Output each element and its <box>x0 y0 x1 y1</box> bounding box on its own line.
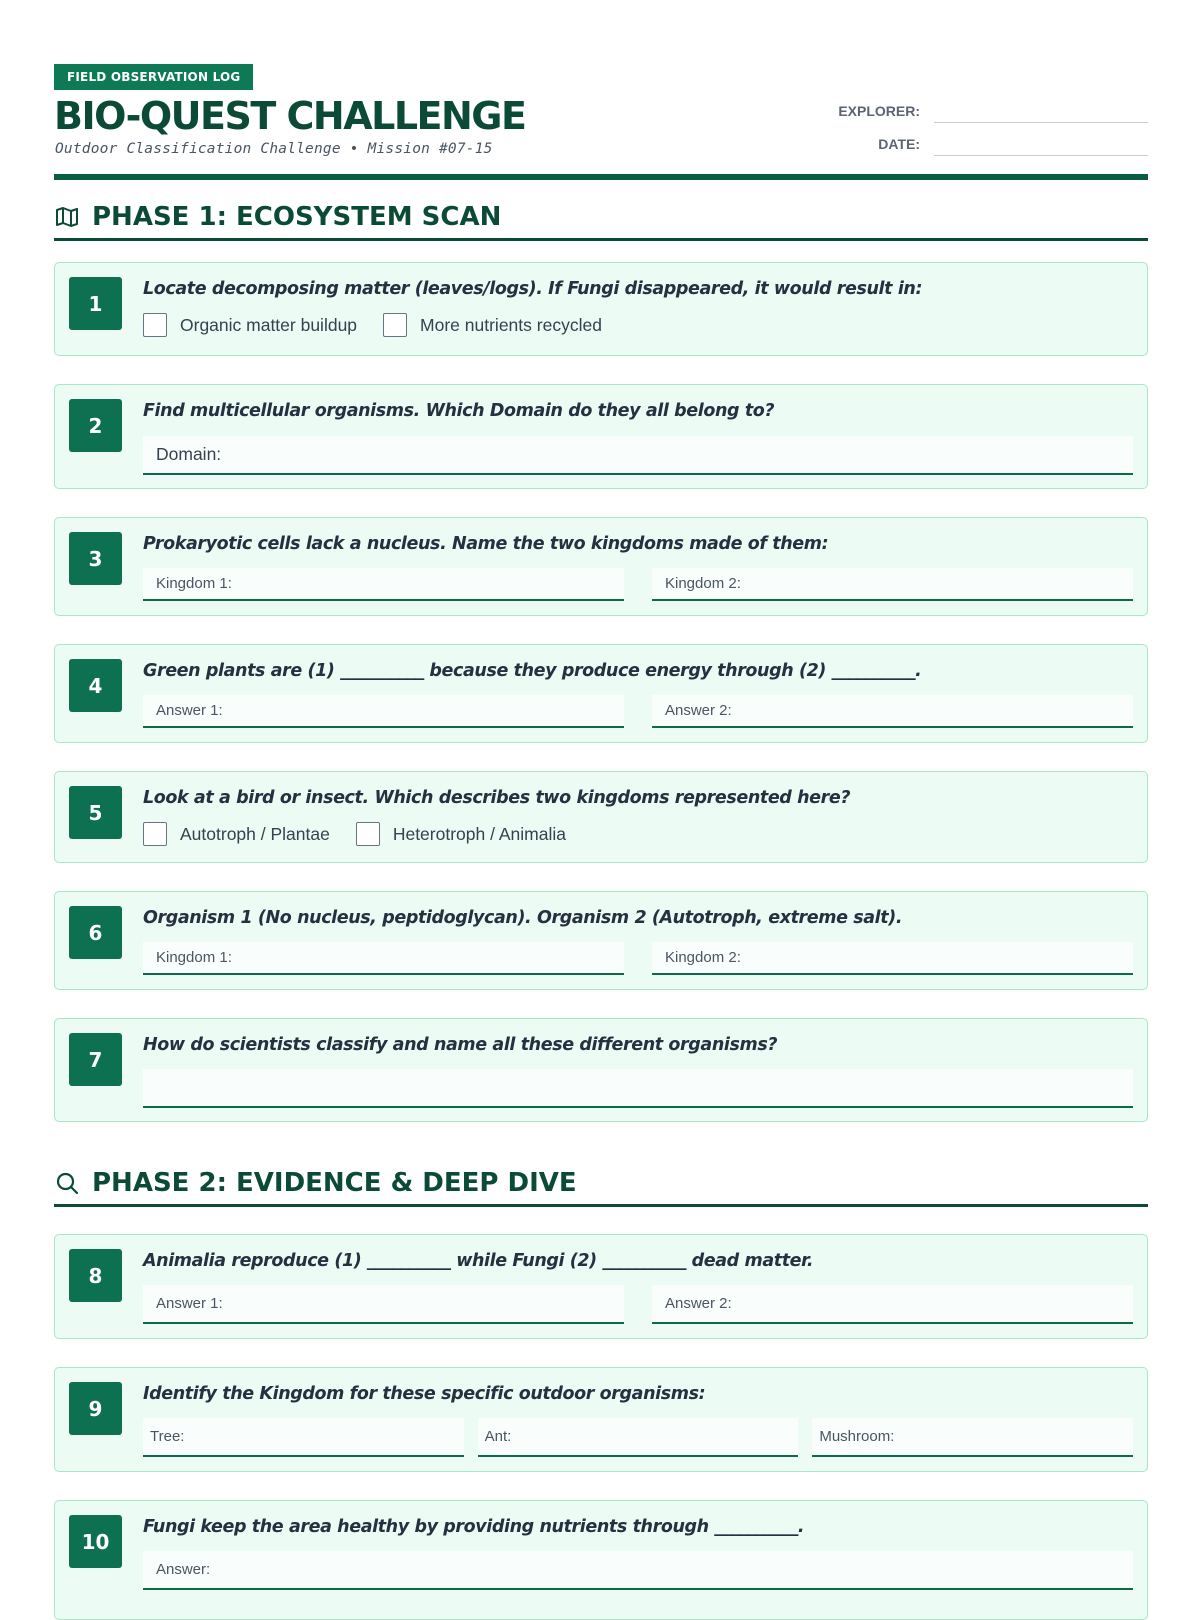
question-number: 2 <box>69 399 122 452</box>
nutrients-answer-input[interactable]: Answer: <box>143 1551 1133 1590</box>
page-subtitle: Outdoor Classification Challenge • Mission #07-15 <box>55 141 493 157</box>
answer-2-input[interactable]: Answer 2: <box>652 1285 1133 1324</box>
tree-kingdom-input[interactable]: Tree: <box>143 1418 464 1457</box>
phase-2-header <box>54 1168 1148 1207</box>
question-number: 1 <box>69 277 122 330</box>
question-text: Look at a bird or insect. Which describes two kingdoms represented here? <box>143 788 851 808</box>
question-number: 10 <box>69 1515 122 1568</box>
question-card-10 <box>54 1500 1148 1620</box>
date-input-line[interactable] <box>934 155 1148 156</box>
question-card-6 <box>54 891 1148 990</box>
question-number: 6 <box>69 906 122 959</box>
answer-options <box>143 313 602 337</box>
kingdom-2-input[interactable]: Kingdom 2: <box>652 568 1133 601</box>
question-text: Identify the Kingdom for these specific outdoor organisms: <box>143 1384 706 1404</box>
date-row <box>828 136 1148 156</box>
question-number: 7 <box>69 1033 122 1086</box>
option-label: Autotroph / Plantae <box>180 823 330 844</box>
classification-answer-input[interactable] <box>143 1069 1133 1108</box>
question-number: 3 <box>69 532 122 585</box>
page-title: BIO-QUEST CHALLENGE <box>54 94 526 138</box>
answer-1-input[interactable]: Answer 1: <box>143 1285 624 1324</box>
question-card-3 <box>54 517 1148 616</box>
question-text: Fungi keep the area healthy by providing nutrients through __________. <box>143 1517 805 1537</box>
kingdom-1-input[interactable]: Kingdom 1: <box>143 568 624 601</box>
question-card-2 <box>54 384 1148 489</box>
field-log-tag: FIELD OBSERVATION LOG <box>54 64 253 90</box>
question-text: Green plants are (1) __________ because they produce energy through (2) __________. <box>143 661 922 681</box>
answer-fields <box>143 695 1133 728</box>
answer-2-input[interactable]: Answer 2: <box>652 695 1133 728</box>
checkbox[interactable] <box>356 822 380 846</box>
answer-fields <box>143 1069 1133 1108</box>
question-text: Animalia reproduce (1) __________ while Fungi (2) __________ dead matter. <box>143 1251 814 1271</box>
question-card-4 <box>54 644 1148 743</box>
answer-fields <box>143 568 1133 601</box>
question-number: 4 <box>69 659 122 712</box>
question-number: 5 <box>69 786 122 839</box>
checkbox[interactable] <box>143 313 167 337</box>
ant-kingdom-input[interactable]: Ant: <box>478 1418 799 1457</box>
phase-1-header <box>54 202 1148 241</box>
question-number: 8 <box>69 1249 122 1302</box>
option-label: Heterotroph / Animalia <box>392 823 566 844</box>
answer-fields <box>143 1551 1133 1590</box>
explorer-row <box>828 103 1148 123</box>
answer-fields <box>143 436 1133 475</box>
answer-1-input[interactable]: Answer 1: <box>143 695 624 728</box>
option-heterotroph-animalia[interactable] <box>356 822 566 846</box>
checkbox[interactable] <box>143 822 167 846</box>
kingdom-1-input[interactable]: Kingdom 1: <box>143 942 624 975</box>
worksheet-page <box>54 64 1148 1620</box>
question-text: Locate decomposing matter (leaves/logs). If Fungi disappeared, it would result in: <box>143 279 923 299</box>
phase-1-title: PHASE 1: ECOSYSTEM SCAN <box>92 202 502 232</box>
answer-options <box>143 822 566 846</box>
option-autotroph-plantae[interactable] <box>143 822 330 846</box>
mushroom-kingdom-input[interactable]: Mushroom: <box>812 1418 1133 1457</box>
worksheet-header <box>54 64 1148 174</box>
question-card-8 <box>54 1234 1148 1339</box>
question-text: Organism 1 (No nucleus, peptidoglycan). Organism 2 (Autotroph, extreme salt). <box>143 908 903 928</box>
question-text: How do scientists classify and name all these different organisms? <box>143 1035 778 1055</box>
phase-2-title: PHASE 2: EVIDENCE & DEEP DIVE <box>92 1168 577 1198</box>
answer-fields <box>143 942 1133 975</box>
option-more-nutrients-recycled[interactable] <box>383 313 602 337</box>
question-card-7 <box>54 1018 1148 1122</box>
question-text: Find multicellular organisms. Which Domain do they all belong to? <box>143 401 775 421</box>
option-label: More nutrients recycled <box>420 314 602 335</box>
question-card-9 <box>54 1367 1148 1472</box>
explorer-input-line[interactable] <box>934 122 1148 123</box>
answer-fields <box>143 1285 1133 1324</box>
option-organic-matter-buildup[interactable] <box>143 313 357 337</box>
date-label: DATE: <box>878 136 920 152</box>
domain-input[interactable]: Domain: <box>143 436 1133 475</box>
question-card-1 <box>54 262 1148 356</box>
checkbox[interactable] <box>383 313 407 337</box>
option-label: Organic matter buildup <box>180 314 358 335</box>
map-icon <box>54 204 80 230</box>
header-divider <box>54 174 1148 180</box>
search-icon <box>54 1170 80 1196</box>
explorer-label: EXPLORER: <box>838 103 920 119</box>
question-number: 9 <box>69 1382 122 1435</box>
question-text: Prokaryotic cells lack a nucleus. Name the two kingdoms made of them: <box>143 534 829 554</box>
answer-fields <box>143 1418 1133 1457</box>
question-card-5 <box>54 771 1148 863</box>
kingdom-2-input[interactable]: Kingdom 2: <box>652 942 1133 975</box>
